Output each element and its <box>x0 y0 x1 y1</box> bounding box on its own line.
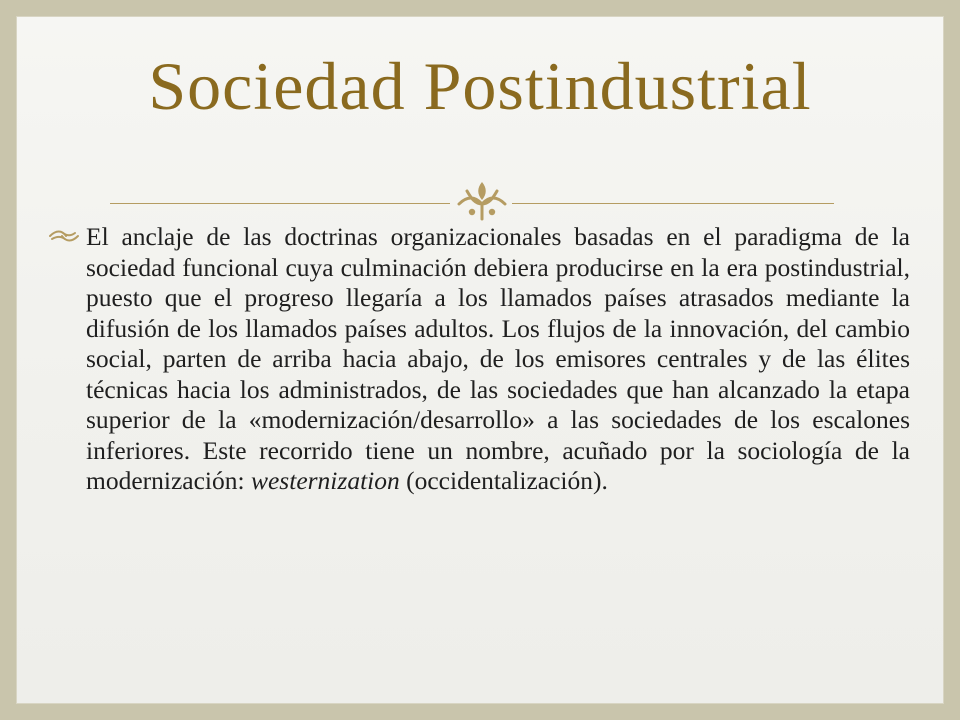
bullet-ornament-icon <box>48 226 80 246</box>
body-text: El anclaje de las doctrinas organizacionales basadas en el paradigma de la sociedad funcional cuya culminación debiera producirse en la era postindustrial, puesto que el progreso llegaría a los llamados países atrasados mediante la difusión de los llamados países adultos. Los flujos de la innovación, del cambio social, parten de arriba hacia abajo, de los emisores centrales y de las élites técnicas hacia los administrados, de las sociedades que han alcanzado la etapa superior de la «modernización/desarrollo» a las sociedades de los escalones inferiores. Este recorrido tiene un nombre, acuñado por la sociología de la modernización: <box>86 222 910 495</box>
body-ending: (occidentalización). <box>406 466 608 495</box>
title-divider-right <box>512 203 834 204</box>
main-content <box>48 222 910 497</box>
slide-title: Sociedad Postindustrial <box>148 48 812 124</box>
italic-term: westernization <box>250 466 400 495</box>
title-divider-left <box>110 203 450 204</box>
body-paragraph <box>86 222 910 497</box>
